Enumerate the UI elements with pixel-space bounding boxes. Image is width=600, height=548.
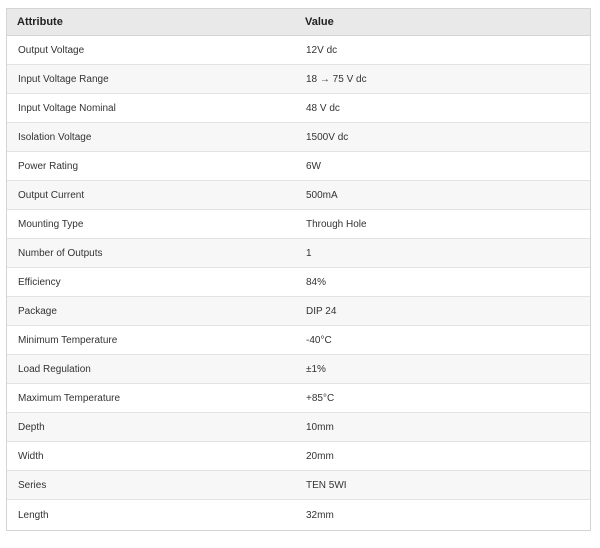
table-row — [7, 384, 590, 413]
specifications-table — [7, 9, 590, 530]
table-row — [7, 297, 590, 326]
value-cell: 18 → 75 V dc — [295, 65, 590, 94]
attribute-cell: Power Rating — [7, 152, 295, 181]
value-cell: 84% — [295, 268, 590, 297]
attribute-cell: Series — [7, 471, 295, 500]
attribute-cell: Input Voltage Nominal — [7, 94, 295, 123]
attribute-cell: Output Voltage — [7, 36, 295, 65]
column-header-attribute: Attribute — [7, 9, 295, 36]
attribute-cell: Length — [7, 500, 295, 531]
table-row — [7, 210, 590, 239]
value-cell: ±1% — [295, 355, 590, 384]
value-cell: +85°C — [295, 384, 590, 413]
attribute-cell: Output Current — [7, 181, 295, 210]
value-cell: 10mm — [295, 413, 590, 442]
table-row — [7, 181, 590, 210]
column-header-value: Value — [295, 9, 590, 36]
table-row — [7, 65, 590, 94]
attribute-cell: Width — [7, 442, 295, 471]
attribute-cell: Minimum Temperature — [7, 326, 295, 355]
table-row — [7, 355, 590, 384]
attribute-cell: Number of Outputs — [7, 239, 295, 268]
attribute-cell: Package — [7, 297, 295, 326]
value-cell: 48 V dc — [295, 94, 590, 123]
table-row — [7, 268, 590, 297]
value-cell: TEN 5WI — [295, 471, 590, 500]
table-row — [7, 500, 590, 531]
value-cell: DIP 24 — [295, 297, 590, 326]
table-row — [7, 36, 590, 65]
attribute-cell: Depth — [7, 413, 295, 442]
value-cell: 20mm — [295, 442, 590, 471]
value-cell: 1500V dc — [295, 123, 590, 152]
attribute-cell: Load Regulation — [7, 355, 295, 384]
value-cell: 1 — [295, 239, 590, 268]
table-row — [7, 94, 590, 123]
value-cell: 6W — [295, 152, 590, 181]
header-row — [7, 9, 590, 36]
table-row — [7, 413, 590, 442]
attribute-cell: Isolation Voltage — [7, 123, 295, 152]
table-row — [7, 152, 590, 181]
table-row — [7, 442, 590, 471]
value-cell: 500mA — [295, 181, 590, 210]
value-cell: Through Hole — [295, 210, 590, 239]
value-cell: 12V dc — [295, 36, 590, 65]
table-row — [7, 326, 590, 355]
table-header — [7, 9, 590, 36]
attribute-cell: Maximum Temperature — [7, 384, 295, 413]
attribute-cell: Efficiency — [7, 268, 295, 297]
table-row — [7, 123, 590, 152]
value-cell: -40°C — [295, 326, 590, 355]
value-cell: 32mm — [295, 500, 590, 531]
specifications-table-container — [6, 8, 591, 531]
attribute-cell: Mounting Type — [7, 210, 295, 239]
attribute-cell: Input Voltage Range — [7, 65, 295, 94]
table-row — [7, 471, 590, 500]
table-row — [7, 239, 590, 268]
table-body — [7, 36, 590, 531]
